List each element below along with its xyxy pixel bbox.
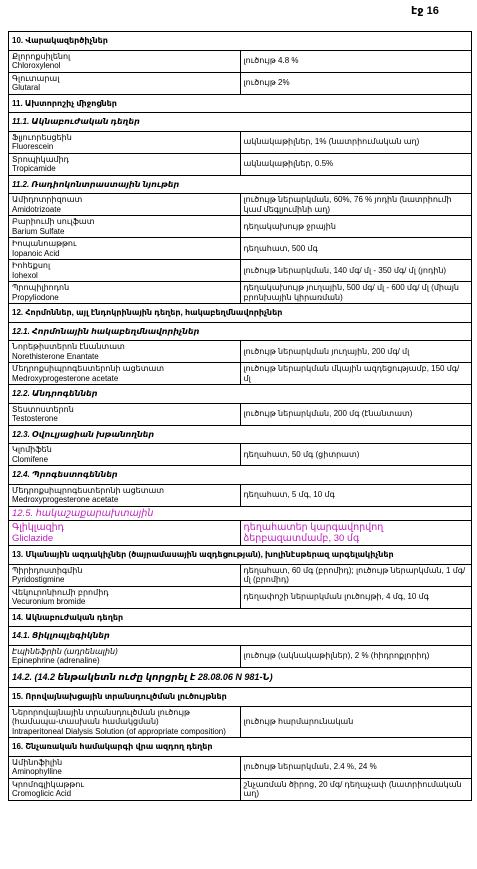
medicine-row [9,756,472,778]
medicine-row [9,238,472,260]
heading-cell: 16. Շնչառական համակարգի վրա ազդող դեղեր [9,738,472,757]
medicine-name-armenian: Ֆլյուորեսցեին [12,132,72,142]
repealed-note-row [9,667,472,688]
medicine-name-latin: Barium Sulfate [12,226,65,236]
heading-cell: 12.3. Օվուլյացիան խթանողներ [9,425,472,444]
medicine-row [9,153,472,175]
dosage-form-cell: լուծույթ ներարկման, 200 մգ (էնանտատ) [240,403,472,425]
medicine-name-armenian: Իոպանոաթթու [12,239,77,248]
medicine-row [9,260,472,282]
heading-cell: 13. Մկանային ազդակիչներ (ծայրամասային ազդեցության), խոլինէսթերազ արգելակիչներ [9,546,472,565]
subsection-heading-row [9,466,472,485]
dosage-form-cell: լուծույթ ներարկման յուղային, 200 մգ/ մլ [240,341,472,363]
subsection-heading-row [9,175,472,194]
medicine-row [9,50,472,72]
medicine-name-cell [9,153,241,175]
medicine-name-cell [9,238,241,260]
section-heading-row [9,32,472,51]
medicine-row [9,706,472,738]
heading-cell: 12.5. հակաշաքարախտային [9,506,472,521]
dosage-form-cell: շնչառման ծիրոց, 20 մգ/ դեղաչափ (նատրիումական աղ) [240,778,472,800]
medicine-name-armenian: Մեդրոքսիպրոգեստերոնի ացետատ [12,364,165,373]
medicine-name-cell [9,444,241,466]
medicine-name-armenian: Ներորովայնային տրանսդուլծման լուծույթ (համապա-տասխան համակցման) [12,707,190,726]
heading-cell: 14.1. Ցիկլոպլեգիկներ [9,627,472,646]
medicine-row [9,216,472,238]
medicine-name-cell [9,564,241,586]
medicine-name-latin: Clomifene [12,454,49,464]
heading-cell: 11.1. Ակնաբուժական դեղեր [9,113,472,132]
heading-cell: 11.2. Ռադիոկոնտրաստային նյութեր [9,175,472,194]
subsection-heading-row [9,627,472,646]
medicine-name-latin: Glutaral [12,83,41,92]
medicine-name-latin: Gliclazide [12,533,54,544]
dosage-form-cell: դեղափոշի ներարկման լուծույթի, 4 մգ, 10 մգ [240,586,472,608]
medicine-name-cell [9,72,241,94]
medicine-row [9,778,472,800]
medicine-name-cell [9,216,241,238]
medicine-name-cell [9,194,241,216]
medicine-name-cell [9,282,241,304]
medicine-name-armenian: Պրոպիլիոդոն [12,283,70,292]
medicine-name-latin: Aminophylline [12,767,62,776]
heading-cell: 14. Ակնաբուժական դեղեր [9,608,472,627]
medicine-row [9,484,472,506]
medicine-row [9,521,472,546]
heading-cell: 12.4. Պրոգեստոգեններ [9,466,472,485]
medicine-name-cell [9,484,241,506]
medicine-row [9,645,472,667]
dosage-form-cell: դեղահատ, 50 մգ (ցիտրատ) [240,444,472,466]
medicine-name-armenian: Էպինեֆրին (ադրենալին) [12,646,118,656]
medicine-name-cell [9,645,241,667]
medicine-name-latin: Medroxyprogesterone acetate [12,495,119,504]
section-heading-row [9,94,472,113]
dosage-form-cell: լուծույթ ներարկման, 60%, 76 % յոդին (նատրիումի կամ մեգլյումինի աղ) [240,194,472,216]
medicine-name-latin: Epinephrine (adrenaline) [12,656,100,665]
medicine-row [9,403,472,425]
medicine-name-latin: Amidotrizoate [12,204,61,214]
medicine-name-cell [9,50,241,72]
section-heading-row [9,608,472,627]
subsection-heading-row [9,506,472,521]
medicine-name-armenian: Նորեթիստերոն էնանտատ [12,342,125,351]
section-heading-row [9,738,472,757]
medicine-name-cell [9,403,241,425]
medicine-name-latin: Pyridostigmine [12,575,65,584]
medicine-name-cell [9,521,241,546]
dosage-form-cell: լուծույթ հարմարունական [240,706,472,738]
dosage-form-cell: լուծույթ (ակնակաթիլներ), 2 % (հիդրոքլորիդ) [240,645,472,667]
heading-cell: 15. Որովայնախցային տրանսդուլծման լուծույթներ [9,688,472,707]
dosage-form-cell: լուծույթ ներարկման մկային ազդեցությամբ, 150 մգ/ մլ [240,363,472,385]
heading-cell: 12. Հորմոններ, այլ էնդոկրինային դեղեր, հակաբեղմնավորիչներ [9,304,472,323]
heading-cell: 14.2. (14.2 ենթակետն ուժը կորցրել է 28.08.06 N 981-Ն) [9,667,472,688]
medicine-name-cell [9,756,241,778]
medicine-row [9,586,472,608]
dosage-form-cell: ակնակաթիլներ, 1% (նատրիումական աղ) [240,131,472,153]
dosage-form-cell: լուծույթ ներարկման, 2.4 %, 24 % [240,756,472,778]
page-number: էջ 16 [411,5,439,17]
dosage-form-cell: լուծույթ 2% [240,72,472,94]
medicine-name-cell [9,778,241,800]
dosage-form-cell: դեղահատ, 60 մգ (բրոմիդ); լուծույթ ներարկման, 1 մգ/ մլ (բրոմիդ) [240,564,472,586]
medicine-row [9,341,472,363]
subsection-heading-row [9,425,472,444]
medicine-name-cell [9,341,241,363]
medicine-name-latin: Propyliodone [12,292,59,302]
medicine-name-cell [9,260,241,282]
section-heading-row [9,546,472,565]
heading-cell: 10. Վարակազերծիչներ [9,32,472,51]
heading-cell: 12.2. Անդրոգեններ [9,385,472,404]
medicine-name-latin: Vecuronium bromide [12,597,86,606]
medicine-name-armenian: Գլուտարալ [12,73,60,83]
subsection-heading-row [9,385,472,404]
medicine-name-latin: Cromoglicic Acid [12,789,72,798]
medicine-row [9,363,472,385]
dosage-form-cell: դեղակախույթ ջրային [240,216,472,238]
heading-cell: 11. Ախտորոշիչ միջոցներ [9,94,472,113]
medicine-name-cell [9,706,241,738]
medicine-name-armenian: Տեստոստերոն [12,404,74,414]
medicine-row [9,444,472,466]
medicine-name-armenian: Գլիկլազիդ [12,522,64,533]
dosage-form-cell: լուծույթ 4.8 % [240,50,472,72]
medicine-name-cell [9,131,241,153]
medicine-name-armenian: Տրոպիկամիդ [12,154,69,164]
dosage-form-cell: դեղահատ, 5 մգ, 10 մգ [240,484,472,506]
dosage-form-cell: դեղակախույթ յուղային, 500 մգ/ մլ - 600 մգ/ մլ (միայն բրոնխային կիրառման) [240,282,472,304]
medicine-name-latin: Iohexol [12,270,38,280]
dosage-form-cell: դեղահատեր կարգավորվող ձերբազատմամբ, 30 մգ [240,521,472,546]
medicine-name-latin: Norethisterone Enantate [12,351,99,361]
medicine-name-armenian: Բարիումի սուլֆատ [12,217,95,226]
medicine-row [9,564,472,586]
dosage-form-cell: դեղահատ, 500 մգ [240,238,472,260]
medicine-row [9,194,472,216]
medicine-row [9,131,472,153]
section-heading-row [9,688,472,707]
medicine-name-latin: Chloroxylenol [12,61,61,70]
heading-cell: 12.1. Հորմոնային հակաբեղմնավորիչներ [9,322,472,341]
medicine-name-latin: Iopanoic Acid [12,248,60,258]
medicine-name-cell [9,363,241,385]
medicine-name-armenian: Կրոմոգլիկաթթու [12,779,84,789]
medicine-name-armenian: Կլոմիֆեն [12,445,52,454]
subsection-heading-row [9,322,472,341]
medicine-name-cell [9,586,241,608]
medicine-name-latin: Intraperitoneal Dialysis Solution (of appropriate composition) [12,726,226,736]
medicine-name-latin: Medroxyprogesterone acetate [12,373,119,383]
section-heading-row [9,304,472,323]
medicine-name-latin: Testosterone [12,414,58,423]
medicine-name-armenian: Պիրիդոստիգմին [12,565,83,575]
dosage-form-cell: լուծույթ ներարկման, 140 մգ/ մլ - 350 մգ/ մլ (յոդին) [240,260,472,282]
medicine-row [9,72,472,94]
medicine-name-latin: Tropicamide [12,164,56,173]
medicine-name-armenian: Քլորոքսիլենոլ [12,51,71,61]
medicine-row [9,282,472,304]
medicine-name-latin: Fluorescein [12,142,54,151]
medicine-name-armenian: Վեկուրոնիումի բրոմիդ [12,587,109,597]
subsection-heading-row [9,113,472,132]
medicine-name-armenian: Ամիդոտրիզոատ [12,195,83,204]
essential-medicines-table [8,31,472,801]
medicine-name-armenian: Մեդրոքսիպրոգեստերոնի ացետատ [12,485,165,495]
medicine-name-armenian: Իոհեքսոլ [12,261,51,270]
dosage-form-cell: ակնակաթիլներ, 0.5% [240,153,472,175]
medicine-name-armenian: Ամինոֆիլին [12,757,63,767]
